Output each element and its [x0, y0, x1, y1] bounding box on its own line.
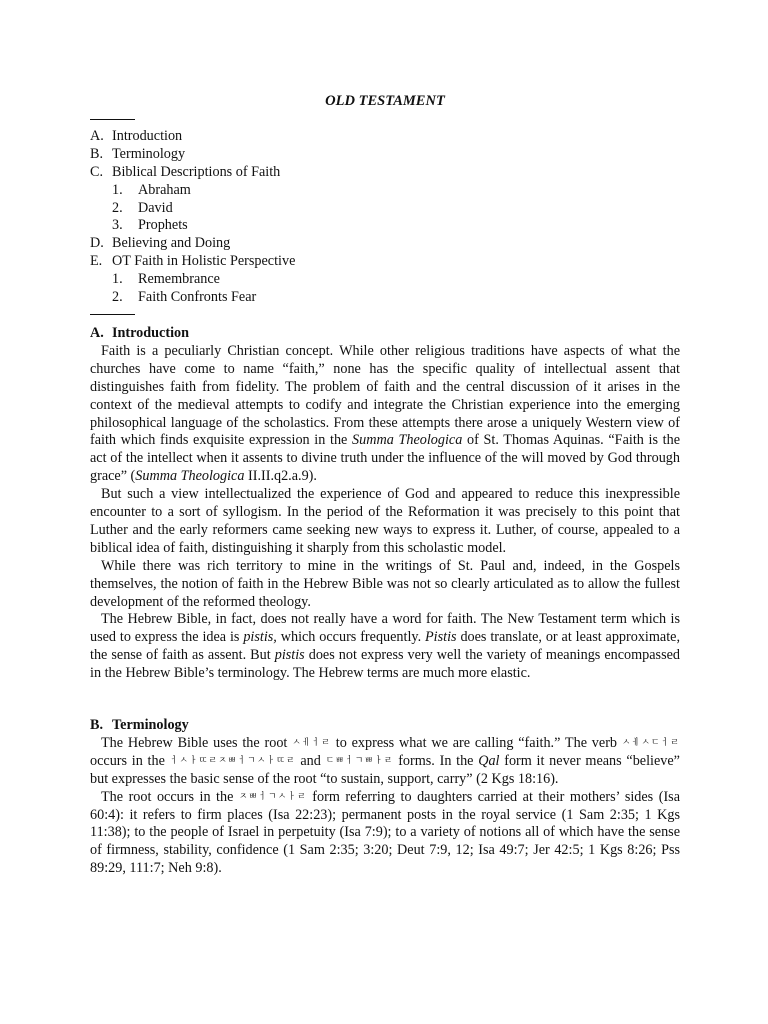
hebrew-glyphs: ㅅㅔㅅㄷㅓㄹ	[621, 737, 680, 748]
outline-marker: 2.	[112, 289, 123, 306]
outline-marker: 3.	[112, 217, 123, 234]
outline-marker: 2.	[112, 199, 123, 216]
outline-marker: D.	[90, 235, 104, 252]
outline-label: OT Faith in Holistic Perspective	[112, 253, 296, 270]
outline-label: Prophets	[138, 217, 188, 234]
hebrew-glyphs: ㅓㅅㅏㄸㄹㅈㅃㅓㄱㅅㅏㄸㄹ	[169, 755, 296, 766]
outline-item	[90, 128, 680, 146]
outline-item	[90, 271, 680, 289]
outline-top-rule	[90, 119, 135, 120]
outline-label: Remembrance	[138, 271, 220, 288]
paragraph: But such a view intellectualized the experience of God and appeared to reduce this inexpressible encounter to a sort of syllogism. In the period of the Reformation it was precisely to this point that Luther and the early reformers came seeking new ways to express it. Luther, of course, appealed to a biblical idea of faith, distinguishing it sharply from this scholastic model.	[90, 486, 680, 556]
outline-label: Faith Confronts Fear	[138, 289, 257, 306]
outline-marker: B.	[90, 145, 104, 162]
section-heading: B. Terminology	[90, 717, 189, 733]
outline-item	[90, 146, 680, 164]
outline-item	[90, 182, 680, 200]
outline-item	[90, 200, 680, 218]
paragraph: The Hebrew Bible uses the root ㅅㅔㅓㄹ to express what we are calling “faith.” The verb ㅅㅔㅅㄷㅓㄹ occurs in the ㅓㅅㅏㄸㄹㅈㅃㅓㄱㅅㅏㄸㄹ and ㄷㅃㅓㄱㅃㅏㄹ forms. In the Qal form it never means “believe” but expresses the basic sense of the root “to sustain, support, carry” (2 Kgs 18:16).	[90, 734, 680, 787]
outline-marker: A.	[90, 128, 104, 144]
section-terminology	[90, 717, 680, 878]
outline-marker: 1.	[112, 181, 123, 198]
hebrew-glyphs: ㅈㅃㅓㄱㅅㅏㄹ	[238, 791, 307, 802]
outline-label: Terminology	[112, 145, 186, 162]
outline-list	[90, 128, 680, 307]
outline-marker: 1.	[112, 271, 123, 288]
page-title: OLD TESTAMENT	[325, 93, 445, 109]
outline-label: Believing and Doing	[112, 235, 231, 252]
paragraph: The root occurs in the ㅈㅃㅓㄱㅅㅏㄹ form referring to daughters carried at their mothers’ sides (Isa 60:4): it refers to firm places (Isa 22:23); permanent posts in the royal service (1 Sam 2:35; 1 Kgs 11:38); to the people of Israel in perpetuity (Isa 7:9); to a variety of notions all of which have the sense of firmness, stability, confidence (1 Sam 2:35; 3:20; Deut 7:9, 12; Isa 49:7; Jer 42:5; 1 Kgs 8:26; Pss 89:29, 111:7; Neh 9:8).	[90, 788, 680, 877]
outline-item	[90, 253, 680, 271]
outline-item	[90, 235, 680, 253]
outline-label: Abraham	[138, 181, 191, 198]
section-introduction	[90, 325, 680, 683]
paragraph: While there was rich territory to mine in the writings of St. Paul and, indeed, in the Gospels themselves, the notion of faith in the Hebrew Bible was not so clearly articulated as to allow the fullest development of the reformed theology.	[90, 557, 680, 610]
paragraph: Faith is a peculiarly Christian concept. While other religious traditions have aspects of what the churches have come to name “faith,” none has the specific quality of intellectual assent that distinguishes faith from fidelity. The problem of faith and the central discussion of it arises in the context of the medieval attempts to codify and integrate the Christian experience into the emerging philosophical language of the scholastics. From these attempts there arose a uniquely Western view of faith which finds exquisite expression in the Summa Theologica of St. Thomas Aquinas. “Faith is the act of the intellect when it assents to divine truth under the influence of the will moved by God through grace” (Summa Theologica II.II.q2.a.9).	[90, 342, 680, 485]
outline-bottom-rule	[90, 314, 135, 315]
outline-marker: C.	[90, 163, 104, 180]
outline-label: David	[138, 199, 173, 216]
outline-label: Biblical Descriptions of Faith	[112, 163, 281, 180]
hebrew-glyphs: ㅅㅔㅓㄹ	[292, 737, 331, 748]
outline-item	[90, 289, 680, 307]
outline-marker: E.	[90, 253, 103, 270]
section-heading: A. Introduction	[90, 325, 189, 341]
outline-item	[90, 217, 680, 235]
outline-item	[90, 164, 680, 182]
outline-label: Introduction	[112, 128, 183, 144]
paragraph: The Hebrew Bible, in fact, does not really have a word for faith. The New Testament term which is used to express the idea is pistis, which occurs frequently. Pistis does translate, or at least approximate, the sense of faith as assent. But pistis does not express very well the variety of meanings encompassed in the Hebrew Bible’s terminology. The Hebrew terms are much more elastic.	[90, 611, 680, 682]
hebrew-glyphs: ㄷㅃㅓㄱㅃㅏㄹ	[325, 755, 394, 766]
